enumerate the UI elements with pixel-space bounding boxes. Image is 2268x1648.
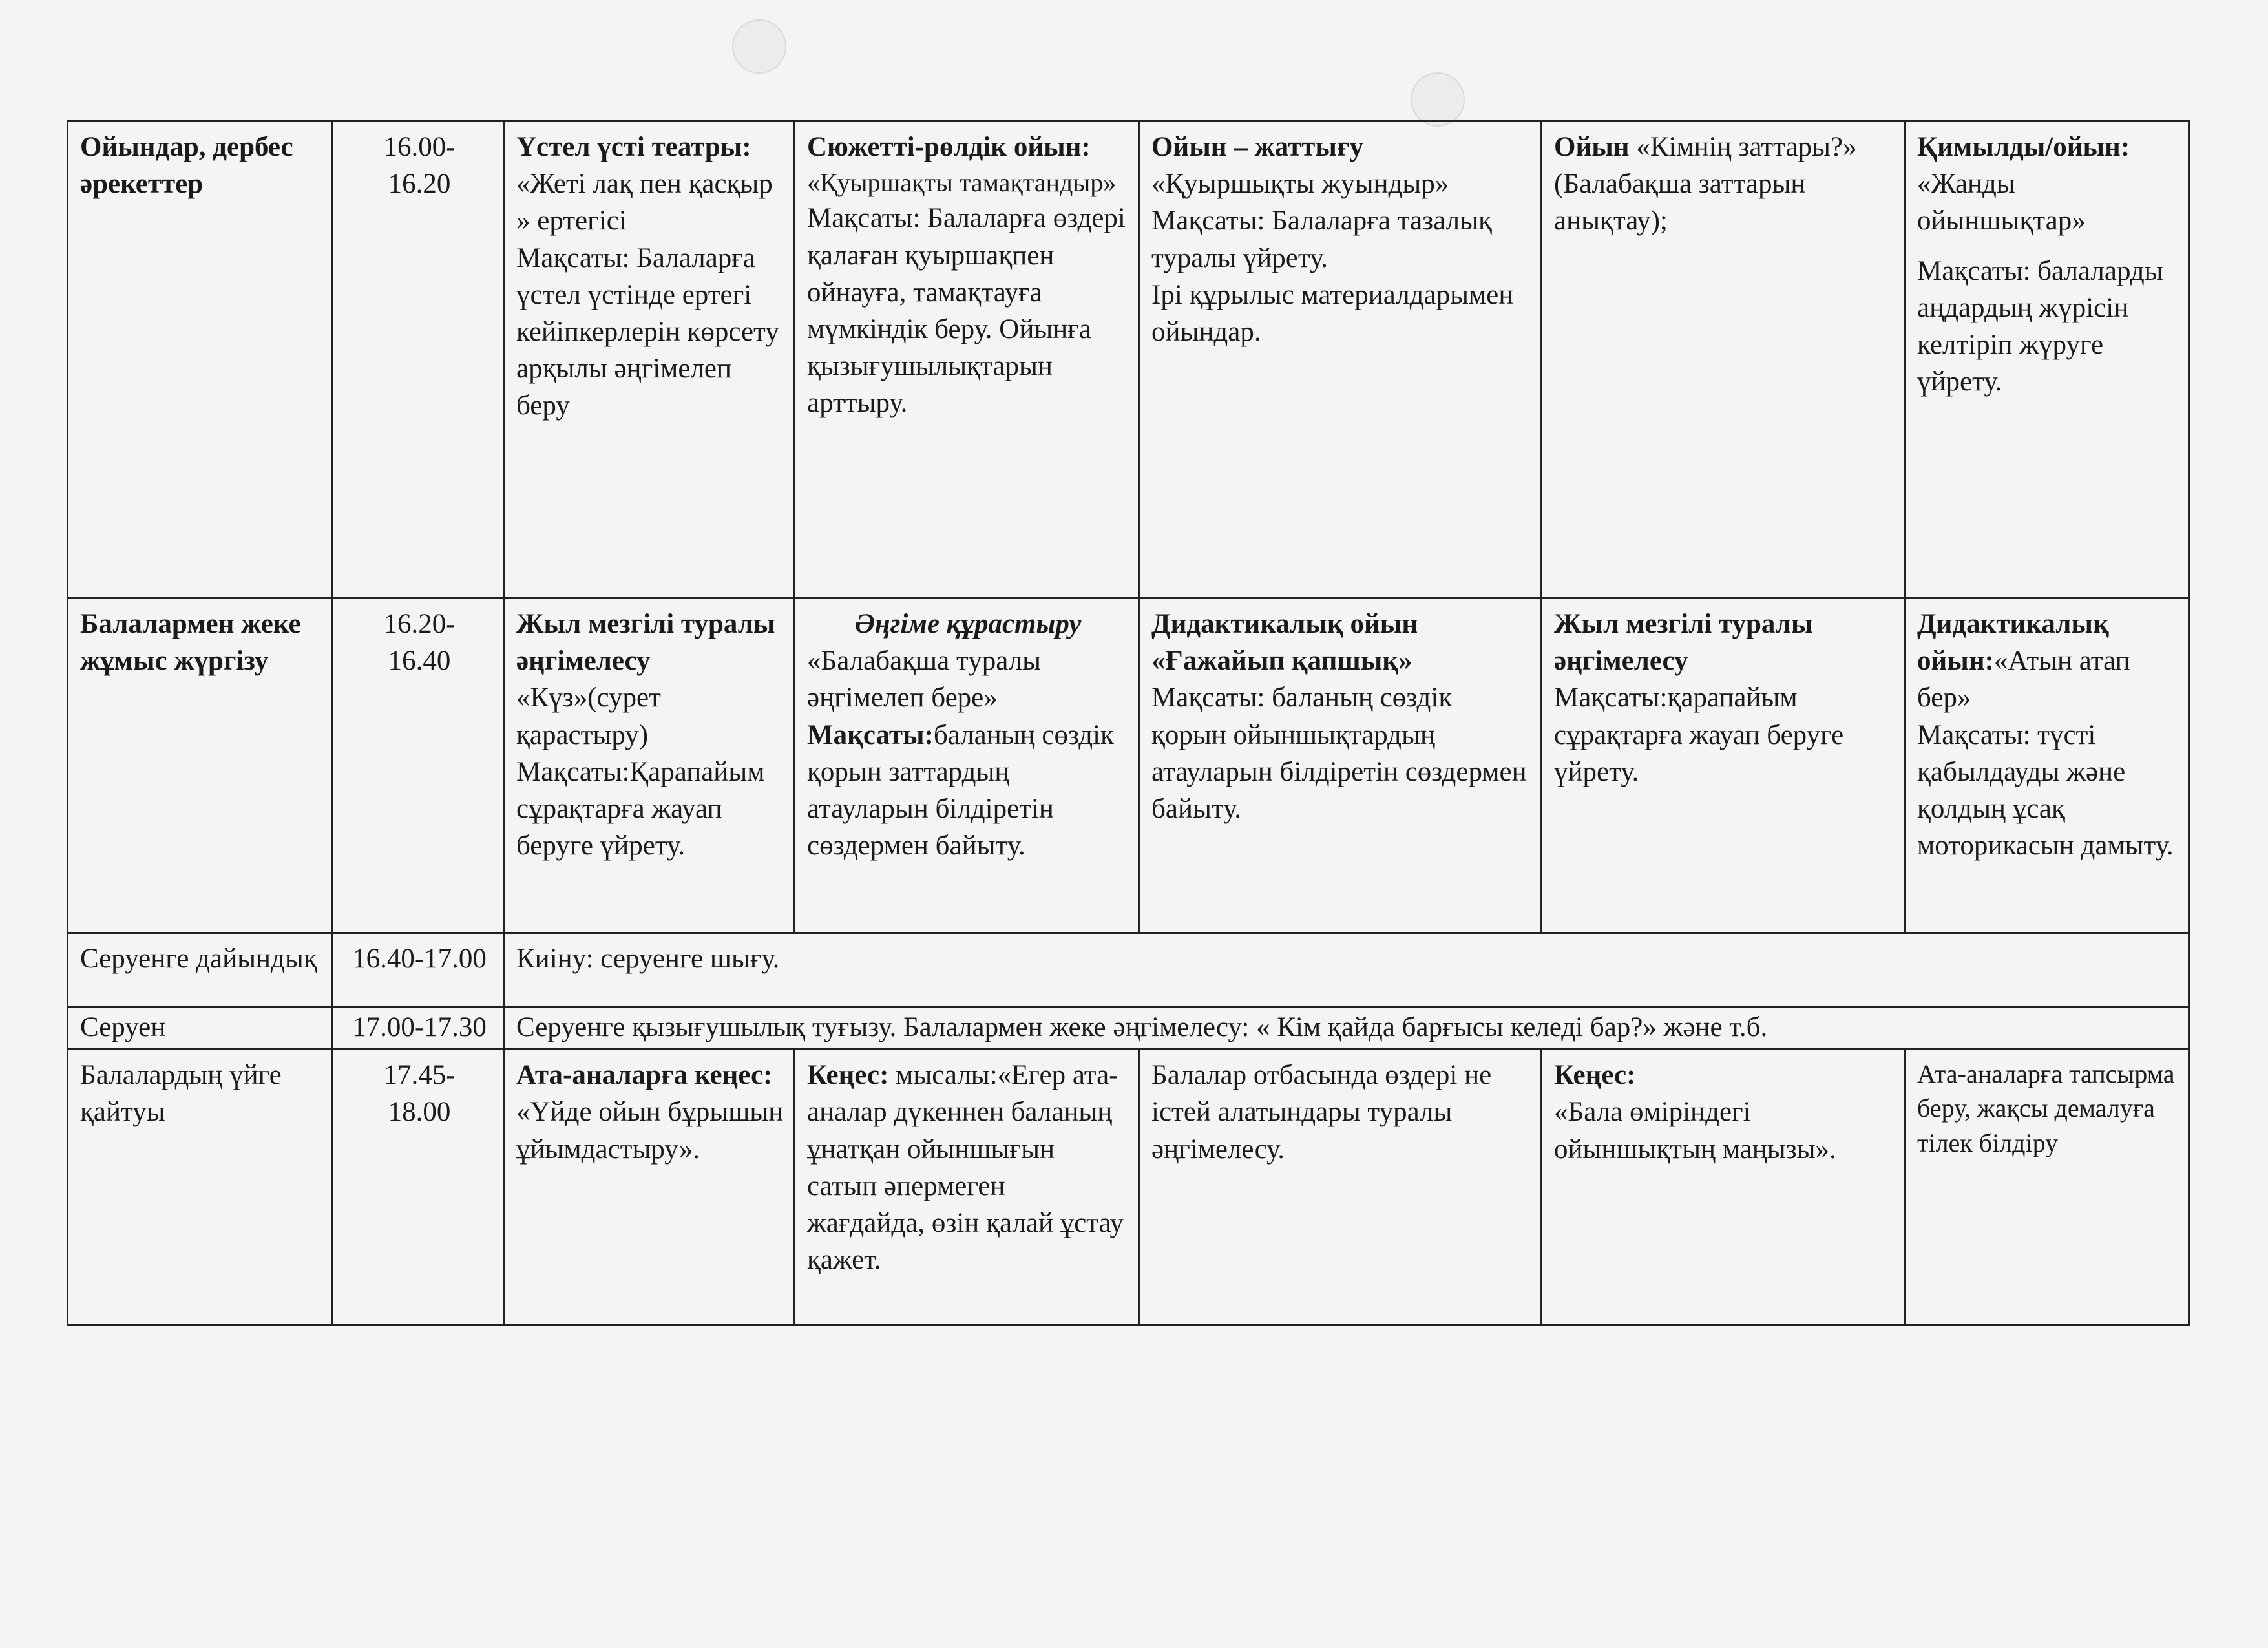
time-cell: 16.40-17.00: [333, 933, 504, 1007]
punch-hole-right: [1411, 72, 1465, 127]
punch-hole-left: [732, 19, 786, 74]
wednesday-cell: Дидактикалық ойын «Ғажайып қапшық» Мақсаты: баланың сөздік қорын ойыншықтардың атауларын білдіретін сөздермен байыту.: [1139, 598, 1542, 933]
time-cell: 17.00-17.30: [333, 1007, 504, 1050]
tuesday-cell: Кеңес: мысалы:«Егер ата-аналар дүкеннен баланың ұнатқан ойыншығын сатып әпермеген жағдайда, өзін қалай ұстау қажет.: [795, 1050, 1139, 1325]
time-cell: 16.20- 16.40: [333, 598, 504, 933]
thursday-cell: Жыл мезгілі туралы әңгімелесу Мақсаты:қарапайым сұрақтарға жауап беруге үйрету.: [1542, 598, 1905, 933]
time-cell: 17.45- 18.00: [333, 1050, 504, 1325]
table-row: [68, 1050, 2189, 1325]
merged-cell: Киіну: серуенге шығу.: [504, 933, 2189, 1007]
monday-cell: Үстел үсті театры: «Жеті лақ пен қасқыр » ертегісі Мақсаты: Балаларға үстел үстінде ертегі кейіпкерлерін көрсету арқылы әңгімелеп беру: [504, 121, 795, 598]
table-row: [68, 121, 2189, 598]
activity-cell: Серуен: [68, 1007, 333, 1050]
monday-cell: Ата-аналарға кеңес: «Үйде ойын бұрышын ұйымдастыру».: [504, 1050, 795, 1325]
wednesday-cell: Балалар отбасында өздері не істей алатындары туралы әңгімелесу.: [1139, 1050, 1542, 1325]
friday-cell: Ата-аналарға тапсырма беру, жақсы демалуға тілек білдіру: [1905, 1050, 2189, 1325]
thursday-cell: Ойын «Кімнің заттары?» (Балабақша заттарын анықтау);: [1542, 121, 1905, 598]
activity-cell: Балалардың үйге қайтуы: [68, 1050, 333, 1325]
monday-cell: Жыл мезгілі туралы әңгімелесу «Күз»(сурет қарастыру) Мақсаты:Қарапайым сұрақтарға жауап беруге үйрету.: [504, 598, 795, 933]
tuesday-cell: Әңгіме құрастыру «Балабақша туралы әңгімелеп бере» Мақсаты:баланың сөздік қорын заттардың атауларын білдіретін сөздермен байыту.: [795, 598, 1139, 933]
time-cell: 16.00- 16.20: [333, 121, 504, 598]
table-row: [68, 1007, 2189, 1050]
merged-cell: Серуенге қызығушылық туғызу. Балалармен жеке әңгімелесу: « Кім қайда барғысы келеді бар?» және т.б.: [504, 1007, 2189, 1050]
table-row: [68, 598, 2189, 933]
activity-cell: Серуенге дайындық: [68, 933, 333, 1007]
schedule-table: [67, 120, 2190, 1326]
friday-cell: Қимылды/ойын: «Жанды ойыншықтар» Мақсаты: балаларды аңдардың жүрісін келтіріп жүруге үйрету.: [1905, 121, 2189, 598]
friday-cell: Дидактикалық ойын:«Атын атап бер» Мақсаты: түсті қабылдауды және қолдың ұсақ моторикасын дамыту.: [1905, 598, 2189, 933]
table-row: [68, 933, 2189, 1007]
tuesday-cell: Сюжетті-рөлдік ойын: «Қуыршақты тамақтандыр» Мақсаты: Балаларға өздері қалаған қуыршақпен ойнауға, тамақтауға мүмкіндік беру. Ойынға қызығушылықтарын арттыру.: [795, 121, 1139, 598]
wednesday-cell: Ойын – жаттығу «Қуыршықты жуындыр» Мақсаты: Балаларға тазалық туралы үйрету. Ірі құрылыс материалдарымен ойындар.: [1139, 121, 1542, 598]
activity-cell: Ойындар, дербес әрекеттер: [68, 121, 333, 598]
thursday-cell: Кеңес: «Бала өміріндегі ойыншықтың маңызы».: [1542, 1050, 1905, 1325]
activity-cell: Балалармен жеке жұмыс жүргізу: [68, 598, 333, 933]
